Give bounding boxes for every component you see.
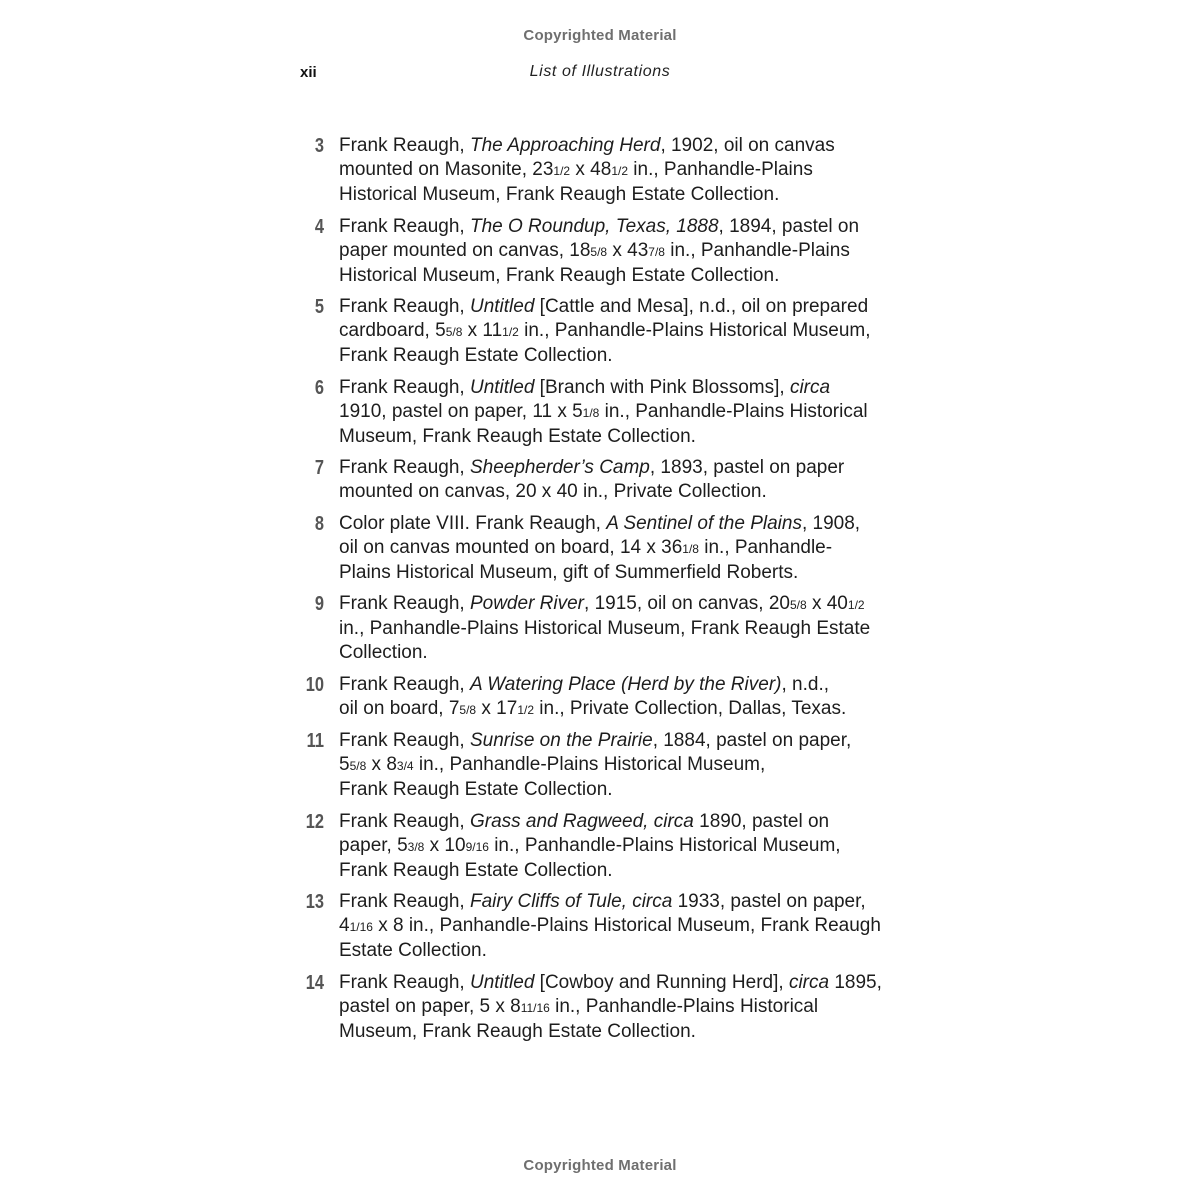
artwork-title: circa <box>789 376 831 398</box>
caption-line <box>339 778 908 802</box>
caption-text: in., Panhandle-Plains Historical Museum, Frank Reaugh Estate <box>339 618 871 639</box>
caption-line <box>339 617 908 641</box>
dimension-fraction: 5/8 <box>445 325 463 339</box>
caption-text: , 1893, pastel on paper <box>649 457 845 478</box>
caption-line <box>339 512 908 536</box>
caption-text: cardboard, 5 <box>339 320 446 341</box>
illustration-number: 11 <box>306 730 324 752</box>
dimension-fraction: 1/2 <box>517 702 534 717</box>
caption-text: Frank Reaugh Estate Collection. <box>339 345 613 366</box>
caption-line <box>339 344 908 368</box>
caption-text: Frank Reaugh, <box>339 971 470 993</box>
caption-text: Color plate VIII. Frank Reaugh, <box>339 512 607 534</box>
page-number: xii <box>300 64 317 81</box>
caption-text: x 11 <box>462 320 503 341</box>
caption-text: in., Panhandle-Plains <box>628 159 813 180</box>
illustration-number: 14 <box>305 971 324 994</box>
caption-line <box>339 592 908 617</box>
caption-line <box>339 456 908 480</box>
caption-line <box>339 536 908 561</box>
caption-text: Museum, Frank Reaugh Estate Collection. <box>339 1020 696 1042</box>
artwork-title: circa <box>788 971 830 993</box>
caption-line <box>339 183 908 207</box>
dimension-fraction: 1/8 <box>582 405 600 420</box>
illustration-number: 5 <box>314 296 324 318</box>
caption-text: Estate Collection. <box>339 940 487 961</box>
caption-text: 1910, pastel on paper, 11 x 5 <box>339 400 583 422</box>
caption-text: , 1908, <box>801 512 861 534</box>
dimension-fraction: 5/8 <box>790 598 807 612</box>
artwork-title: Grass and Ragweed, circa <box>469 810 694 832</box>
caption-text: Plains Historical Museum, gift of Summerfield Roberts. <box>339 561 799 583</box>
illustration-number: 12 <box>305 810 324 833</box>
list-item <box>298 512 908 585</box>
artwork-title: The O Roundup, Texas, 1888 <box>469 215 719 237</box>
caption-text: in., Private Collection, Dallas, Texas. <box>534 697 847 719</box>
caption-text: [Cowboy and Running Herd], <box>534 971 789 993</box>
illustration-number: 4 <box>314 215 324 238</box>
caption-line <box>339 834 908 859</box>
caption-text: Frank Reaugh, <box>339 457 470 478</box>
dimension-fraction: 3/4 <box>396 759 414 773</box>
caption-line <box>339 425 908 449</box>
caption-line <box>339 158 908 183</box>
caption-text: Collection. <box>339 642 428 663</box>
caption-text: x 43 <box>607 239 649 261</box>
caption-text: oil on canvas mounted on board, 14 x 36 <box>339 536 683 558</box>
caption-text: 5 <box>339 754 350 775</box>
list-item <box>298 456 908 504</box>
list-item <box>298 673 908 722</box>
caption-text: Frank Reaugh, <box>339 296 470 317</box>
list-item <box>298 890 908 963</box>
caption-text: Frank Reaugh, <box>339 673 470 695</box>
dimension-fraction: 1/2 <box>553 164 571 178</box>
caption-text: in., Panhandle-Plains Historical Museum, <box>413 754 766 775</box>
dimension-fraction: 1/2 <box>847 598 865 612</box>
caption-line <box>339 995 908 1020</box>
caption-line <box>339 914 908 939</box>
caption-line <box>339 1020 908 1044</box>
dimension-fraction: 9/16 <box>465 839 489 854</box>
illustration-list <box>298 134 908 1051</box>
illustration-number: 3 <box>314 135 324 157</box>
caption-text: in., Panhandle-Plains Historical Museum, <box>518 320 871 341</box>
artwork-title: A Sentinel of the Plains <box>606 512 802 534</box>
dimension-fraction: 11/16 <box>520 1000 550 1015</box>
caption-text: Historical Museum, Frank Reaugh Estate Collection. <box>339 264 780 286</box>
artwork-title: The Approaching Herd <box>469 135 661 156</box>
artwork-title: Untitled <box>469 971 535 993</box>
caption-line <box>339 264 908 288</box>
artwork-title: Sunrise on the Prairie <box>469 730 653 751</box>
illustration-number: 8 <box>314 512 324 535</box>
caption-line <box>339 561 908 585</box>
caption-text: in., Panhandle-Plains Historical <box>549 995 819 1017</box>
caption-line <box>339 641 908 665</box>
dimension-fraction: 5/8 <box>459 702 477 717</box>
caption-text: x 10 <box>424 834 466 856</box>
caption-line <box>339 890 908 914</box>
caption-line <box>339 400 908 425</box>
caption-text: paper mounted on canvas, 18 <box>339 239 591 261</box>
caption-line <box>339 810 908 834</box>
caption-line <box>339 480 908 504</box>
caption-text: , 1915, oil on canvas, 20 <box>584 593 790 614</box>
caption-text: mounted on canvas, 20 x 40 in., Private Collection. <box>339 481 767 502</box>
caption-line <box>339 939 908 963</box>
running-head: List of Illustrations <box>529 63 671 80</box>
caption-text: [Branch with Pink Blossoms], <box>534 376 790 398</box>
illustration-number: 9 <box>314 593 324 615</box>
caption-text: mounted on Masonite, 23 <box>339 159 554 180</box>
caption-text: in., Panhandle- <box>698 536 833 558</box>
dimension-fraction: 1/8 <box>682 541 699 556</box>
caption-text: Frank Reaugh, <box>339 135 470 156</box>
illustration-number: 7 <box>314 457 324 479</box>
caption-line <box>339 729 908 753</box>
dimension-fraction: 7/8 <box>648 244 665 259</box>
caption-text: Frank Reaugh, <box>339 891 470 912</box>
caption-text: oil on board, 7 <box>339 697 460 719</box>
list-item <box>298 971 908 1044</box>
list-item <box>298 592 908 665</box>
artwork-title: Sheepherder’s Camp <box>469 457 650 478</box>
caption-text: in., Panhandle-Plains Historical <box>599 400 868 422</box>
caption-line <box>339 215 908 239</box>
copyright-watermark-bottom: Copyrighted Material <box>523 1157 677 1174</box>
artwork-title: Fairy Cliffs of Tule, circa <box>469 891 673 912</box>
caption-text: x 8 in., Panhandle-Plains Historical Museum, Frank Reaugh <box>372 915 881 936</box>
list-item <box>298 729 908 802</box>
illustration-number: 10 <box>305 673 324 696</box>
dimension-fraction: 5/8 <box>590 244 608 259</box>
caption-text: Historical Museum, Frank Reaugh Estate Collection. <box>339 184 780 205</box>
list-item <box>298 295 908 368</box>
illustration-number: 6 <box>314 376 324 399</box>
artwork-title: Powder River <box>469 593 585 614</box>
caption-text: Frank Reaugh, <box>339 730 470 751</box>
caption-text: 1895, <box>829 971 882 993</box>
caption-text: Frank Reaugh, <box>339 215 470 237</box>
caption-text: paper, 5 <box>339 834 408 856</box>
caption-text: Museum, Frank Reaugh Estate Collection. <box>339 425 696 447</box>
caption-text: in., Panhandle-Plains <box>664 239 850 261</box>
artwork-title: Untitled <box>469 296 535 317</box>
caption-line <box>339 859 908 883</box>
dimension-fraction: 1/2 <box>502 325 519 339</box>
caption-text: x 8 <box>366 754 397 775</box>
caption-text: x 17 <box>476 697 518 719</box>
caption-text: x 40 <box>806 593 848 614</box>
caption-line <box>339 239 908 264</box>
caption-line <box>339 697 908 722</box>
caption-line <box>339 134 908 158</box>
caption-text: Frank Reaugh, <box>339 593 470 614</box>
caption-line <box>339 295 908 319</box>
artwork-title: Untitled <box>469 376 535 398</box>
caption-line <box>339 319 908 344</box>
list-item <box>298 134 908 207</box>
caption-text: Frank Reaugh, <box>339 376 470 398</box>
illustration-number: 13 <box>305 891 324 913</box>
list-item <box>298 215 908 288</box>
dimension-fraction: 5/8 <box>349 759 367 773</box>
caption-text: , n.d., <box>781 673 830 695</box>
caption-text: pastel on paper, 5 x 8 <box>339 995 521 1017</box>
list-item <box>298 376 908 449</box>
caption-text: , 1884, pastel on paper, <box>652 730 852 751</box>
caption-text: , 1902, oil on canvas <box>660 135 835 156</box>
caption-text: 1890, pastel on <box>693 810 830 832</box>
list-item <box>298 810 908 883</box>
caption-text: [Cattle and Mesa], n.d., oil on prepared <box>534 296 869 317</box>
caption-text: Frank Reaugh Estate Collection. <box>339 859 613 881</box>
caption-line <box>339 376 908 400</box>
artwork-title: A Watering Place (Herd by the River) <box>469 673 782 695</box>
caption-line <box>339 673 908 697</box>
dimension-fraction: 3/8 <box>407 839 425 854</box>
copyright-watermark-top: Copyrighted Material <box>523 27 677 44</box>
caption-text: Frank Reaugh Estate Collection. <box>339 779 613 800</box>
dimension-fraction: 1/2 <box>611 164 628 178</box>
caption-text: , 1894, pastel on <box>718 215 860 237</box>
caption-text: 4 <box>339 915 350 936</box>
caption-text: 1933, pastel on paper, <box>672 891 866 912</box>
caption-line <box>339 971 908 995</box>
caption-text: Frank Reaugh, <box>339 810 470 832</box>
dimension-fraction: 1/16 <box>349 920 373 934</box>
caption-text: in., Panhandle-Plains Historical Museum, <box>488 834 841 856</box>
caption-line <box>339 753 908 778</box>
caption-text: x 48 <box>570 159 612 180</box>
